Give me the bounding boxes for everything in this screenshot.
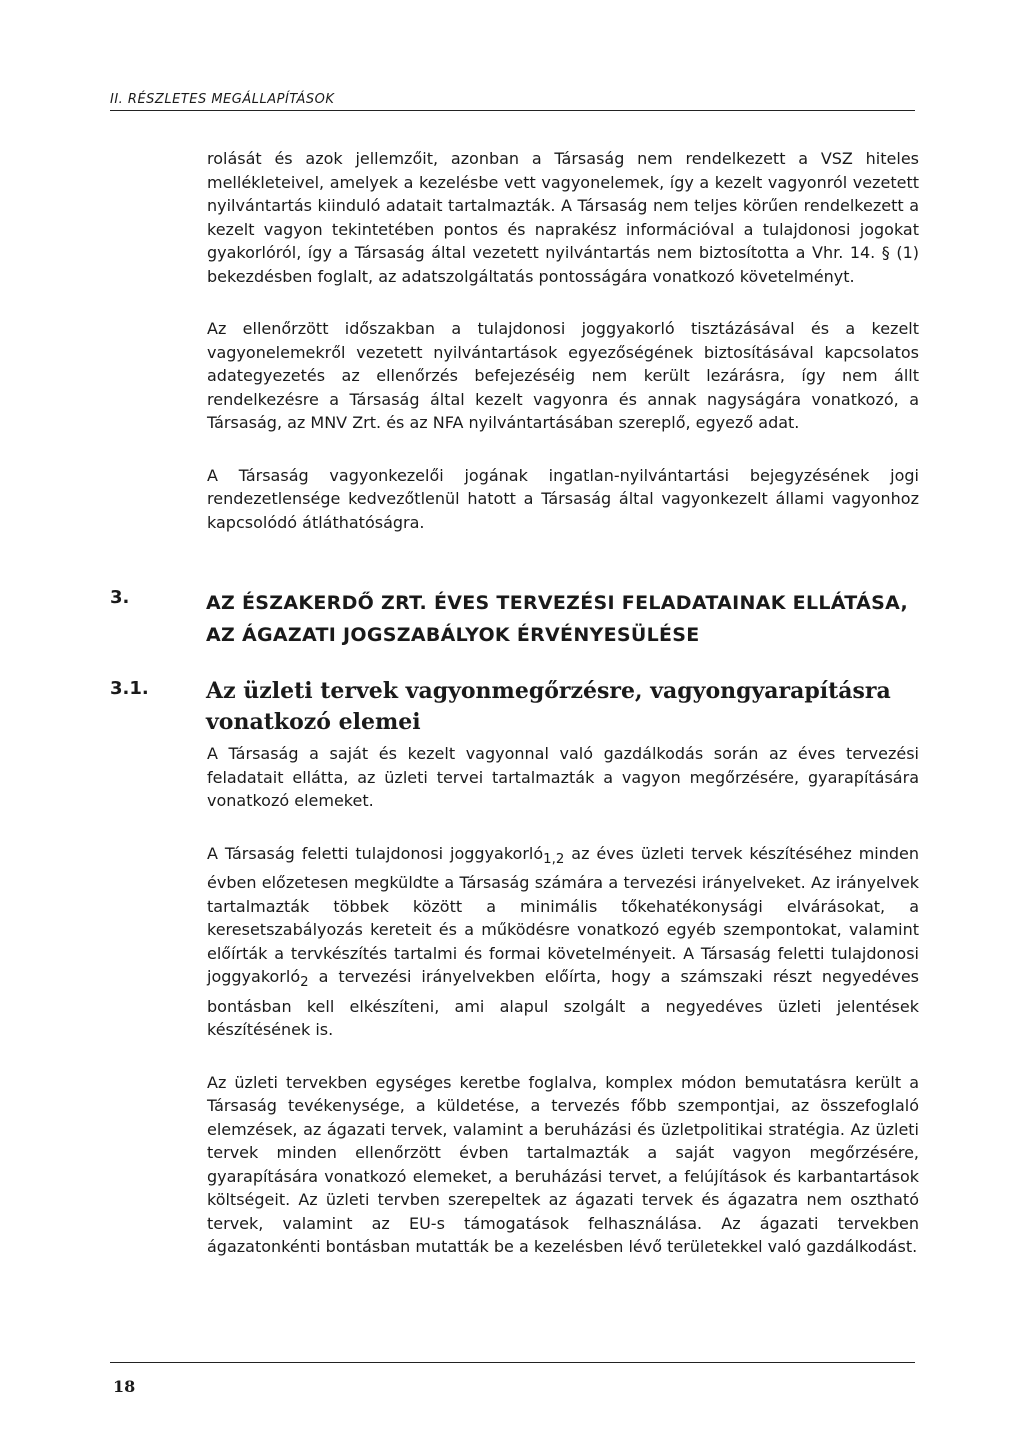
footnote-subscript-1: 1,2 xyxy=(543,851,565,867)
section-3-1-title: Az üzleti tervek vagyonmegőrzésre, vagyongyarapításra vonatkozó elemei xyxy=(206,678,891,735)
body-bottom xyxy=(207,742,919,1288)
paragraph-4: A Társaság a saját és kezelt vagyonnal való gazdálkodás során az éves tervezési feladatait ellátta, az üzleti tervei tartalmazták a vagyon megőrzésére, gyarapítására vonatkozó elemeket. xyxy=(207,744,919,810)
footnote-subscript-2: 2 xyxy=(300,975,309,991)
paragraph-5-part-c: a tervezési irányelvekben előírta, hogy a számszaki részt negyedéves bontásban kell elkészíteni, ami alapul szolgált a negyedéves üzleti jelentések készítésének is. xyxy=(207,967,919,1040)
section-3-1-number: 3.1. xyxy=(110,678,149,699)
page-number: 18 xyxy=(113,1377,136,1396)
paragraph-3: A Társaság vagyonkezelői jogának ingatlan-nyilvántartási bejegyzésének jogi rendezetlensége kedvezőtlenül hatott a Társaság által vagyonkezelt állami vagyonhoz kapcsolódó átláthatóságra. xyxy=(207,465,919,532)
paragraph-2: Az ellenőrzött időszakban a tulajdonosi joggyakorló tisztázásával és a kezelt vagyonelemekről vezetett nyilvántartások egyezőségének biztosításával kapcsolatos adategyezetés az ellenőrzés befejezéséig nem került lezárásra, így nem állt rendelkezésre a Társaság által kezelt vagyonra és annak nagyságára vonatkozó, a Társaság, az MNV Zrt. és az NFA nyilvántartásában szereplő, egyező adat. xyxy=(207,319,919,432)
paragraph-1: rolását és azok jellemzőit, azonban a Társaság nem rendelkezett a VSZ hiteles mellékleteivel, amelyek a kezelésbe vett vagyonelemek, így a kezelt vagyonról vezetett nyilvántartás kiinduló adatait tartalmazták. A Társaság nem teljes körűen rendelkezett a kezelt vagyon tekintetében pontos és naprakész információval a tulajdonosi jogokat gyakorlóról, így a Társaság által vezetett nyilvántartás nem biztosította a Vhr. 14. § (1) bekezdésben foglalt, az adatszolgáltatás pontosságára vonatkozó követelményt. xyxy=(207,149,919,286)
paragraph-5-part-a: A Társaság feletti tulajdonosi joggyakorló xyxy=(207,843,544,863)
paragraph-6: Az üzleti tervekben egységes keretbe foglalva, komplex módon bemutatásra került a Társaság tevékenysége, a küldetése, a tervezés főbb szempontjai, az összefoglaló elemzések, az ágazati tervek, valamint a beruházási és üzletpolitikai stratégia. Az üzleti tervek minden ellenőrzött évben tartalmazták a saját vagyon megőrzésére, gyarapítására vonatkozó elemeket, a beruházási tervet, a felújítások és karbantartások költségeit. Az üzleti tervben szerepeltek az ágazati tervek és ágazatra nem osztható tervek, valamint az EU-s támogatások felhasználása. Az ágazati tervekben ágazatonkénti bontásban mutatták be a kezelésben lévő területekkel való gazdálkodást. xyxy=(207,1072,919,1257)
section-3-title: AZ ÉSZAKERDŐ ZRT. ÉVES TERVEZÉSI FELADATAINAK ELLÁTÁSA, AZ ÁGAZATI JOGSZABÁLYOK ÉRVÉNYESÜLÉSE xyxy=(206,592,908,646)
body-top xyxy=(207,147,919,563)
paragraph-5 xyxy=(207,842,919,1042)
footer-divider xyxy=(110,1362,915,1363)
running-header: II. RÉSZLETES MEGÁLLAPÍTÁSOK xyxy=(110,92,915,111)
section-3-1-heading xyxy=(110,676,920,738)
section-3-number: 3. xyxy=(110,587,130,608)
section-3-heading xyxy=(110,587,920,651)
paragraph-5-part-b: az éves üzleti tervek készítéséhez minden évben előzetesen megküldte a Társaság számára a tervezési irányelveket. Az irányelvek tartalmazták többek között a minimális tőkehatékonysági elvárásokat, a keresetszabályozás kereteit és a működésre vonatkozó egyéb szempontokat, valamint előírták a tervkészítés tartalmi és formai követelményeit. A Társaság feletti tulajdonosi joggyakorló xyxy=(207,843,920,987)
